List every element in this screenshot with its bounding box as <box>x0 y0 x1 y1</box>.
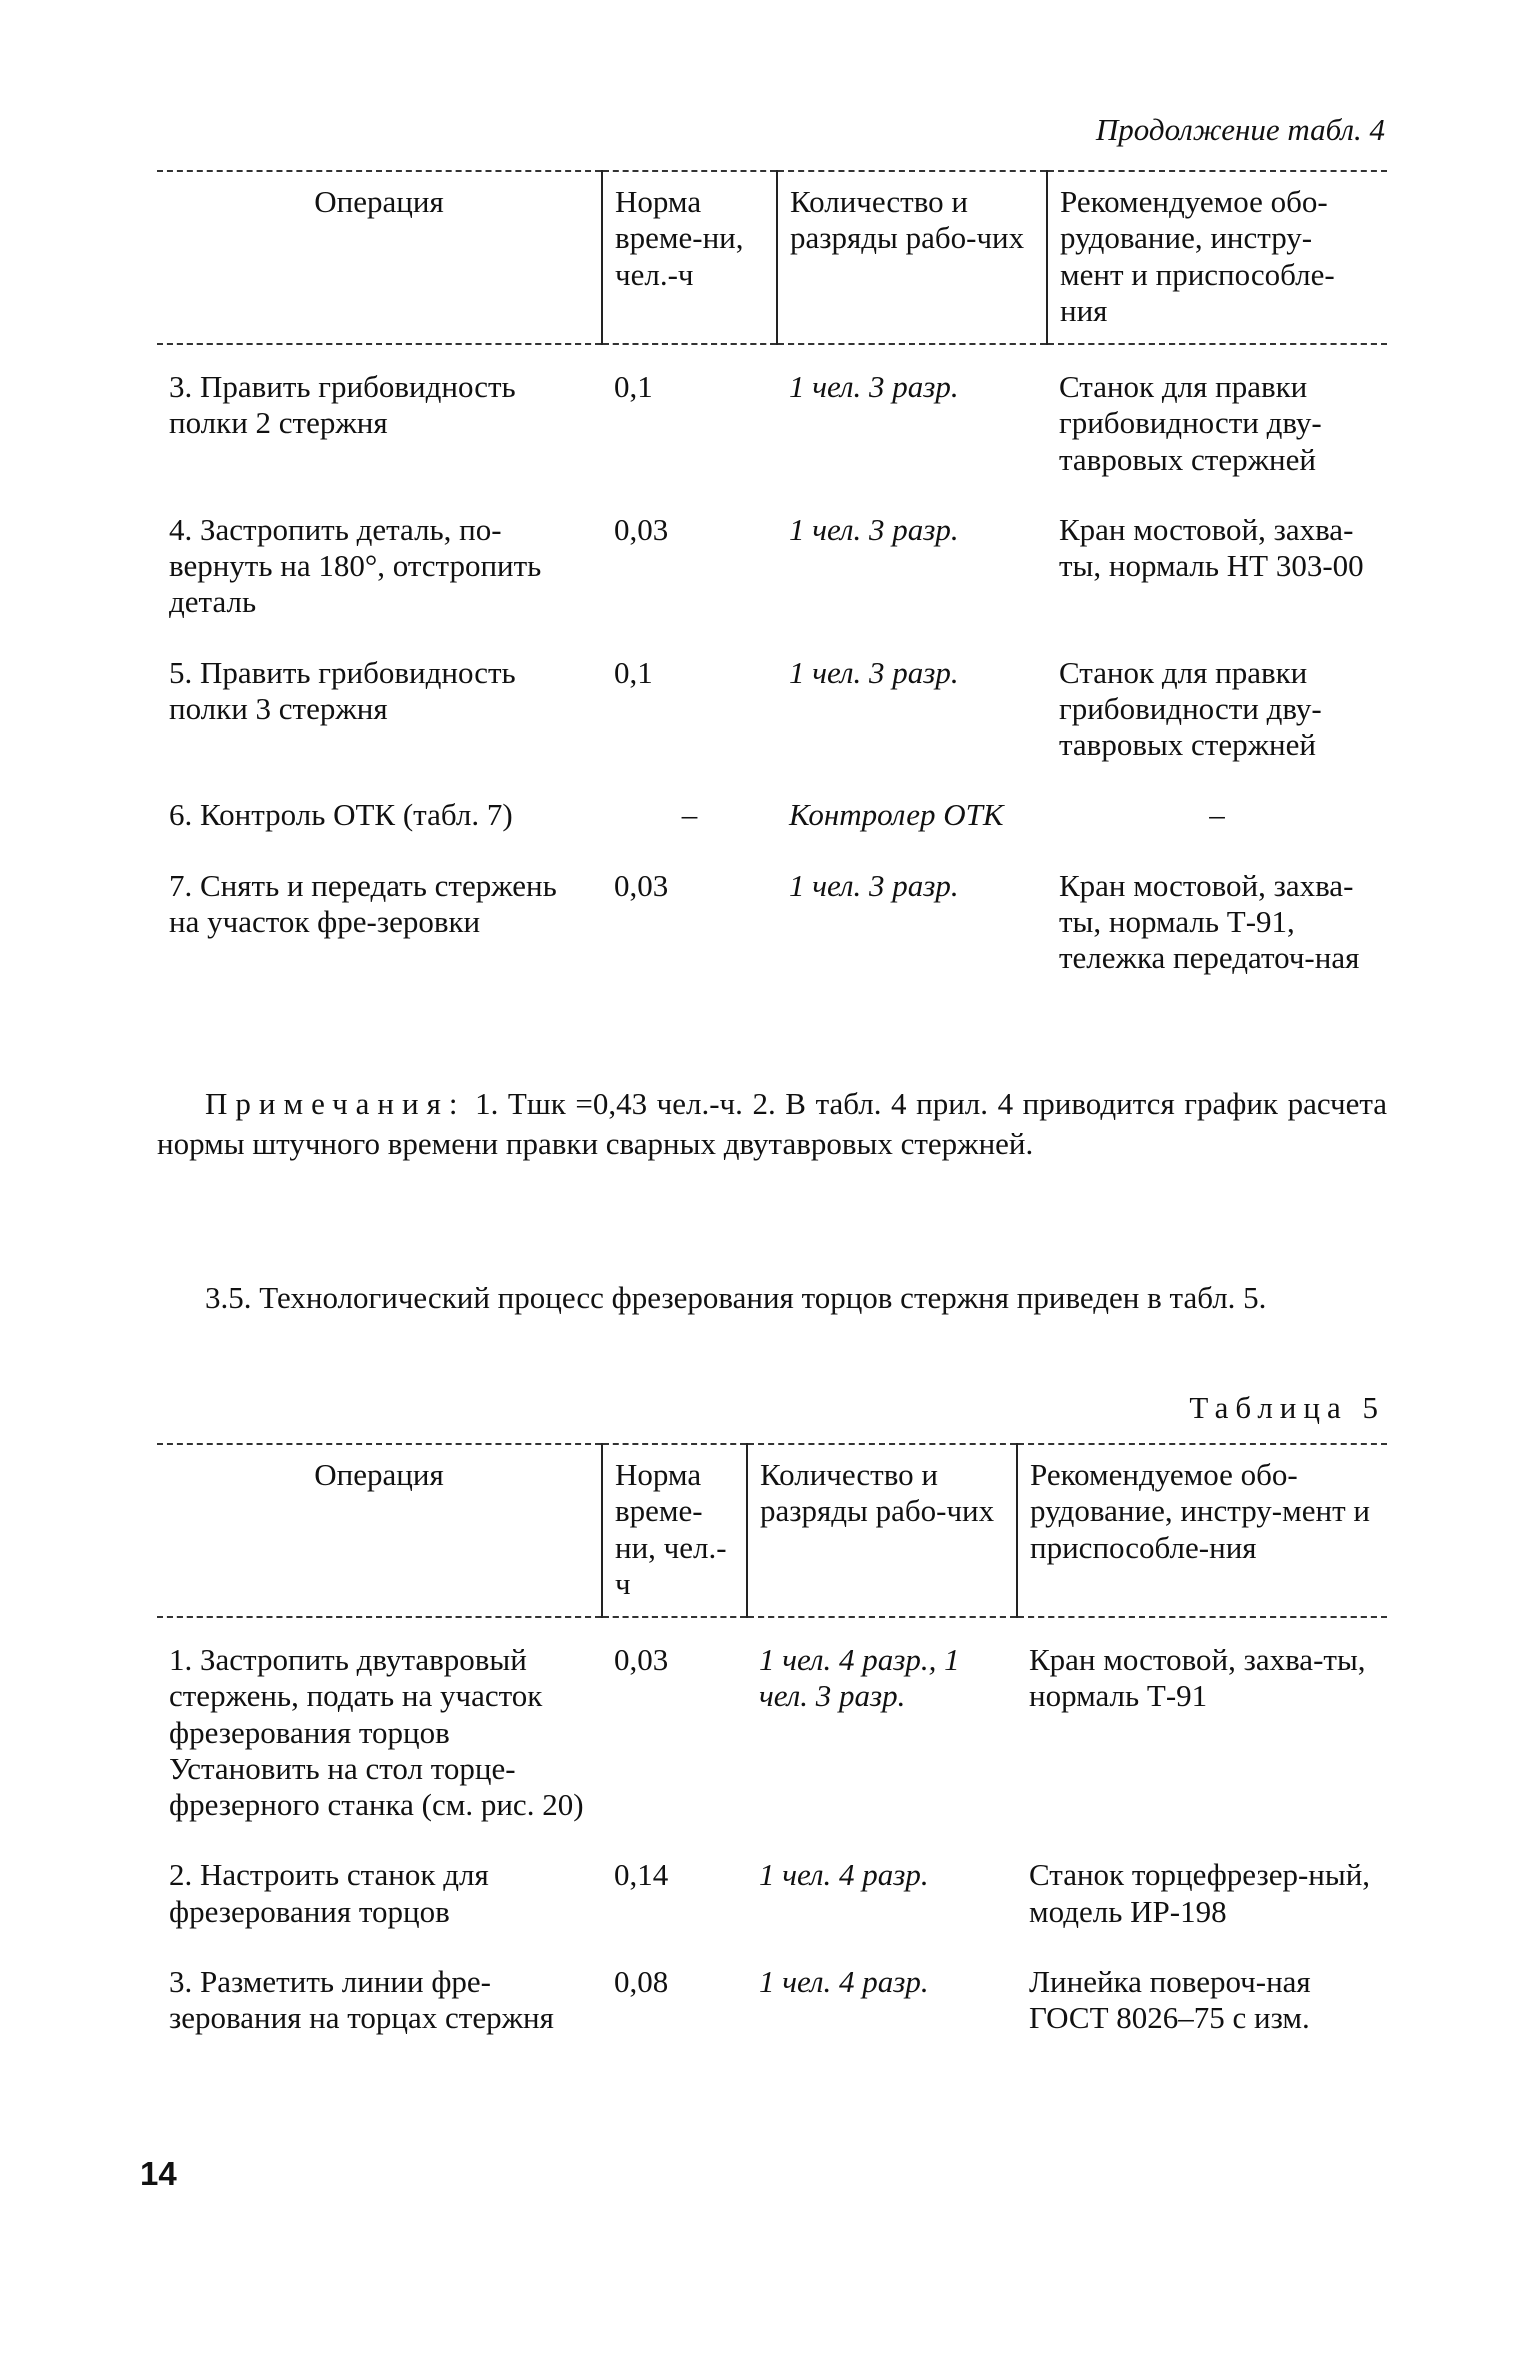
page-number: 14 <box>140 2155 177 2192</box>
norm-cell: 0,1 <box>614 369 653 405</box>
norm-cell: 0,1 <box>614 654 653 690</box>
workers-cell: 1 чел. 3 разр. <box>789 654 959 690</box>
section-paragraph: 3.5. Технологический процесс фрезерования торцов стержня приведен в табл. 5. <box>205 1280 1267 1315</box>
table-row <box>157 797 1387 867</box>
table-note <box>157 1084 1387 1165</box>
note-label: Примечания: <box>205 1086 466 1121</box>
workers-cell: Контролер ОТК <box>789 797 1004 833</box>
note-text: 1. Tшк =0,43 чел.-ч. 2. В табл. 4 прил. 4 приводится график расчета нормы штучного времени правки сварных двутавровых стержней. <box>157 1086 1388 1162</box>
equipment-cell: Кран мостовой, захва-ты, нормаль НТ 303-00 <box>1059 511 1364 584</box>
equipment-cell: Линейка повероч-ная ГОСТ 8026–75 с изм. <box>1029 1963 1311 2036</box>
operation-cell: 3. Править грибовидность полки 2 стержня <box>169 369 516 441</box>
table-header-row <box>157 171 1387 344</box>
workers-cell: 1 чел. 3 разр. <box>789 867 959 903</box>
equipment-cell: – <box>1209 797 1225 833</box>
operation-cell: 1. Застропить двутавровый стержень, подать на участок фрезерования торцов Установить на стол торце-фрезерного станка (см. рис. 20) <box>169 1642 584 1823</box>
equipment-cell: Кран мостовой, захва-ты, нормаль Т-91 <box>1029 1642 1366 1714</box>
equipment-cell: Кран мостовой, захва-ты, нормаль Т-91, тележка передаточ-ная <box>1059 867 1360 976</box>
norm-cell: 0,14 <box>614 1857 669 1893</box>
header-operation: Операция <box>157 171 602 344</box>
table-4-continuation <box>157 170 1387 1011</box>
norm-cell: 0,08 <box>614 1963 669 1999</box>
table-row <box>157 1617 1387 1857</box>
workers-cell: 1 чел. 3 разр. <box>789 369 959 405</box>
operation-cell: 2. Настроить станок для фрезерования торцов <box>169 1857 489 1929</box>
table-5 <box>157 1443 1387 2070</box>
norm-cell: 0,03 <box>614 867 669 903</box>
header-workers: Количество и разряды рабо-чих <box>777 171 1047 344</box>
equipment-cell: Станок для правки грибовидности дву-тавровых стержней <box>1059 654 1322 763</box>
header-equipment: Рекомендуемое обо-рудование, инстру-мент и приспособле-ния <box>1047 171 1387 344</box>
operation-cell: 3. Разметить линии фре-зерования на торцах стержня <box>169 1963 554 2036</box>
workers-cell: 1 чел. 4 разр., 1 чел. 3 разр. <box>759 1642 960 1714</box>
operation-cell: 6. Контроль ОТК (табл. 7) <box>169 797 513 833</box>
norm-cell: 0,03 <box>614 1642 669 1678</box>
table-row <box>157 1964 1387 2071</box>
table-continuation-caption: Продолжение табл. 4 <box>1095 112 1385 147</box>
table-header-row <box>157 1444 1387 1617</box>
norm-cell: 0,03 <box>614 511 669 547</box>
workers-cell: 1 чел. 3 разр. <box>789 511 959 547</box>
equipment-cell: Станок торцефрезер-ный, модель ИР-198 <box>1029 1857 1371 1929</box>
operation-cell: 7. Снять и передать стержень на участок фре-зеровки <box>169 867 557 939</box>
operation-cell: 4. Застропить деталь, по-вернуть на 180°, отстропить деталь <box>169 511 542 620</box>
header-workers: Количество и разряды рабо-чих <box>747 1444 1017 1617</box>
operation-cell: 5. Править грибовидность полки 3 стержня <box>169 654 516 726</box>
norm-cell: – <box>681 797 698 833</box>
equipment-cell: Станок для правки грибовидности дву-тавровых стержней <box>1059 369 1322 477</box>
workers-cell: 1 чел. 4 разр. <box>759 1857 929 1893</box>
table-row <box>157 512 1387 655</box>
table-row <box>157 344 1387 512</box>
table-row <box>157 868 1387 1011</box>
table-5-caption: Таблица 5 <box>1189 1390 1385 1425</box>
workers-cell: 1 чел. 4 разр. <box>759 1963 929 1999</box>
header-operation: Операция <box>157 1444 602 1617</box>
header-norm: Норма време-ни, чел.-ч <box>602 1444 747 1617</box>
table-row <box>157 1857 1387 1964</box>
header-equipment: Рекомендуемое обо-рудование, инстру-мент и приспособле-ния <box>1017 1444 1387 1617</box>
header-norm: Норма време-ни, чел.-ч <box>602 171 777 344</box>
table-row <box>157 655 1387 798</box>
